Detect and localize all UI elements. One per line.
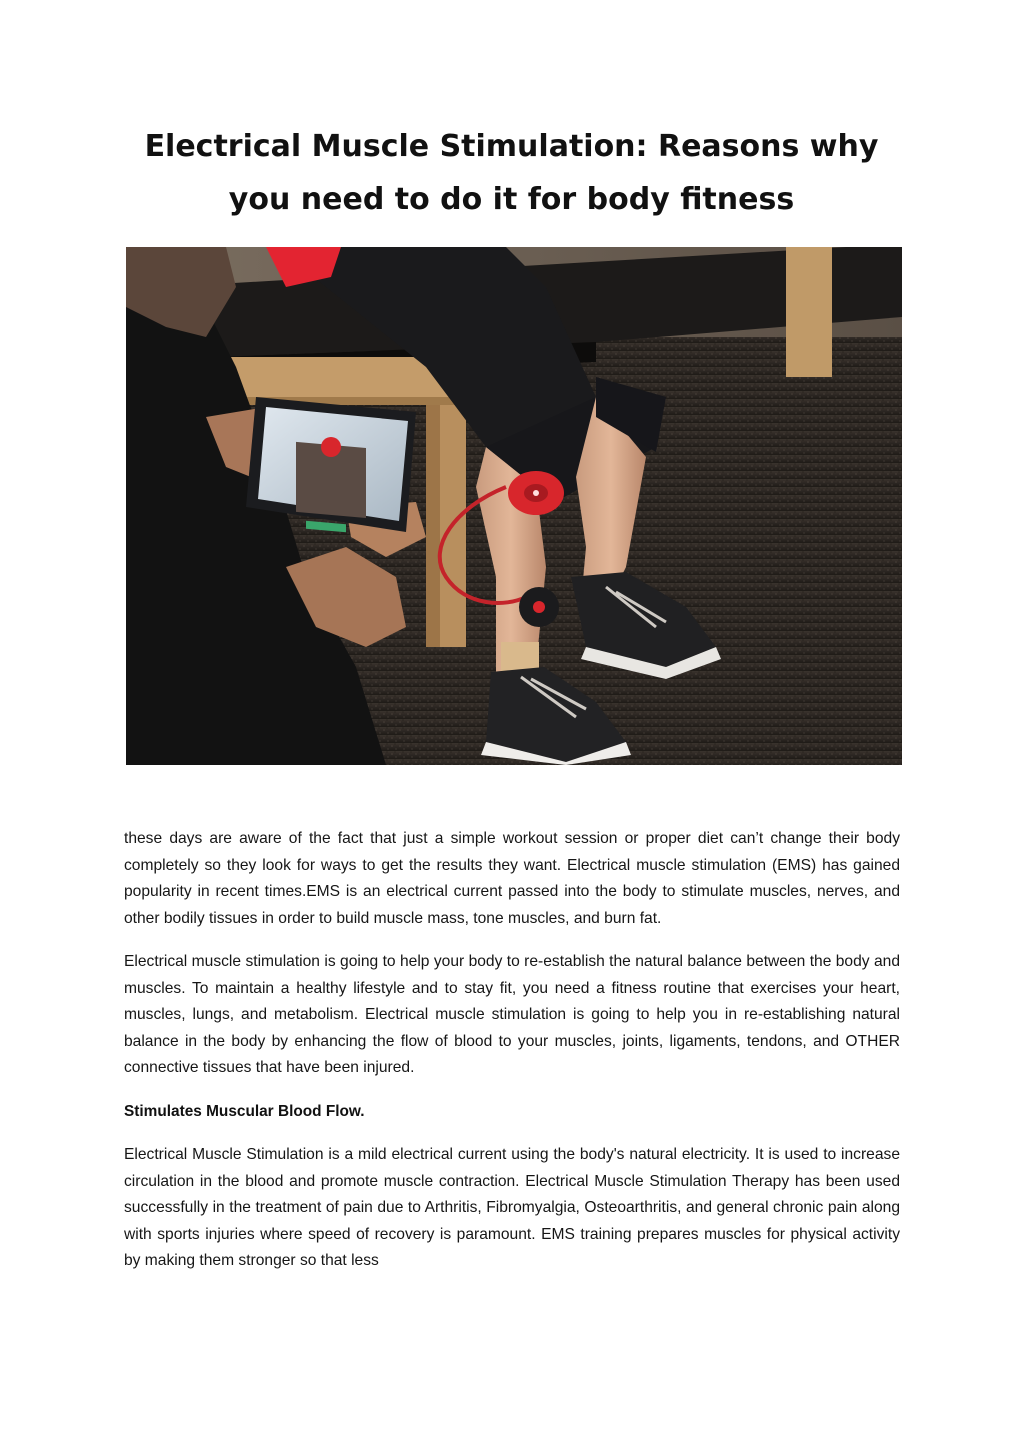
page-title: Electrical Muscle Stimulation: Reasons why you need to do it for body fitness	[144, 129, 879, 217]
article-paragraph-intro: these days are aware of the fact that just a simple workout session or proper diet can’t change their body completely so they look for ways to get the results they want. Electrical muscle stimulation (EMS) has gained popularity in recent times.EMS is an electrical current passed into the body to stimulate muscles, nerves, and other bodily tissues in order to build muscle mass, tone muscles, and burn fat.	[124, 830, 900, 927]
section-heading-blood-flow: Stimulates Muscular Blood Flow.	[124, 1102, 365, 1120]
ems-therapy-photo	[126, 247, 902, 765]
article-body	[124, 826, 900, 1292]
ems-therapy-illustration	[126, 247, 902, 765]
article-paragraph-balance: Electrical muscle stimulation is going to help your body to re-establish the natural balance between the body and muscles. To maintain a healthy lifestyle and to stay fit, you need a fitness routine that exercises your heart, muscles, lungs, and metabolism. Electrical muscle stimulation is going to help you in re-establishing natural balance in the body by enhancing the flow of blood to your muscles, joints, ligaments, tendons, and OTHER connective tissues that have been injured.	[124, 953, 900, 1076]
article-paragraph-blood-flow: Electrical Muscle Stimulation is a mild electrical current using the body's natural electricity. It is used to increase circulation in the blood and promote muscle contraction. Electrical Muscle Stimulation Therapy has been used successfully in the treatment of pain due to Arthritis, Fibromyalgia, Osteoarthritis, and general chronic pain along with sports injuries where speed of recovery is paramount. EMS training prepares muscles for physical activity by making them stronger so that less	[124, 1146, 900, 1269]
